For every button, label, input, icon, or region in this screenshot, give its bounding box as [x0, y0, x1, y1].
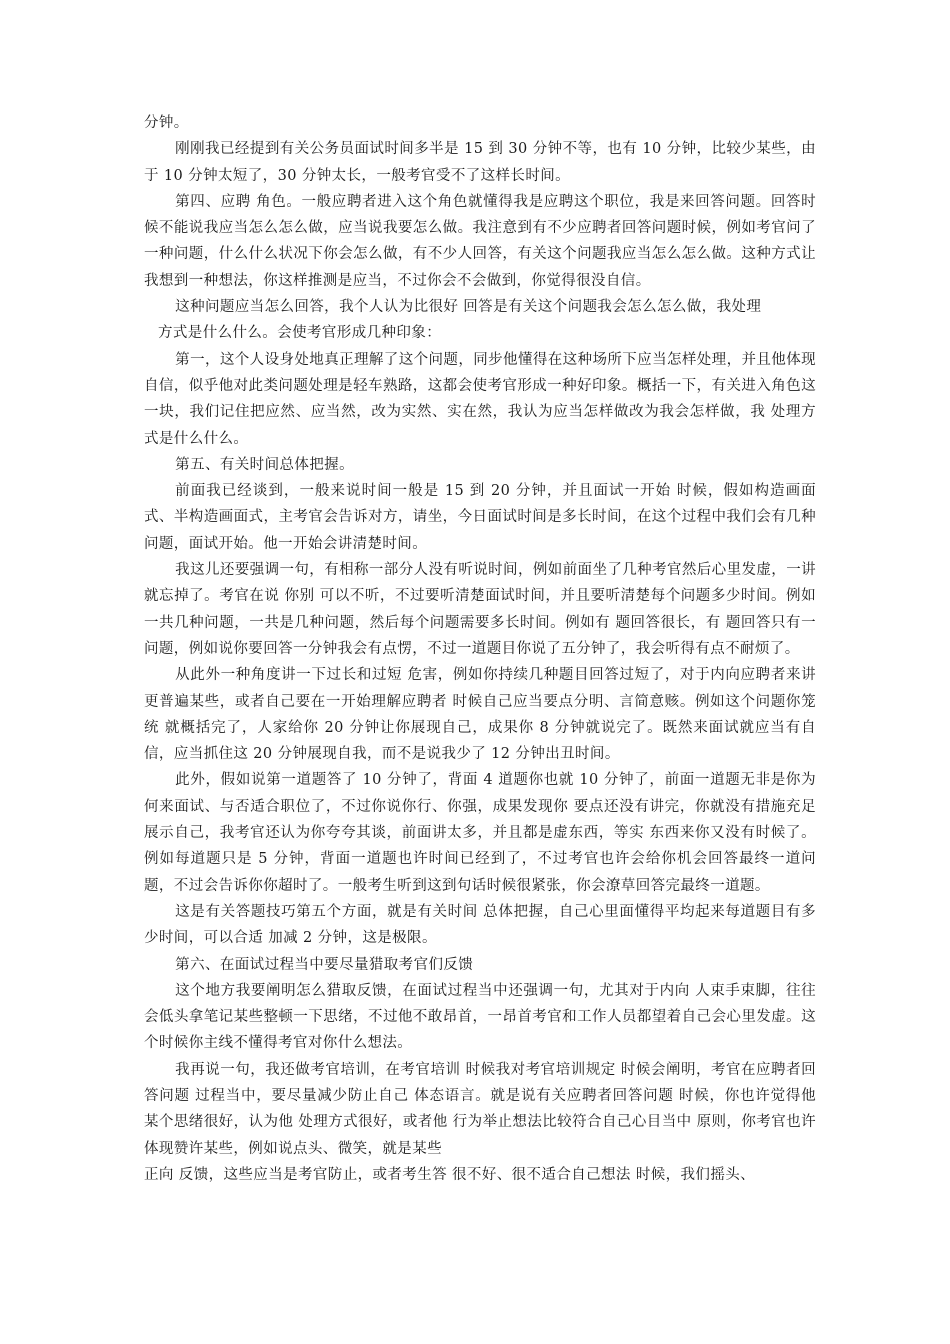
paragraph: 我再说一句，我还做考官培训，在考官培训 时候我对考官培训规定 时候会阐明，考官在应聘者回答问题 过程当中，要尽量减少防止自己 体态语言。就是说有关应聘者回答问题 时候，你也许觉得他 某个思绪很好，认为他 处理方式很好，或者他 行为举止想法比较符合自己心目当中 原则，你考官也许体现赞许某些，例如说点头、微笑，就是某些: [144, 1061, 816, 1157]
document-body: [144, 110, 816, 1188]
paragraph: 这个地方我要阐明怎么猎取反馈，在面试过程当中还强调一句，尤其对于内向 人束手束脚，往往会低头拿笔记某些整顿一下思绪，不过他不敢昂首，一昂首考官和工作人员都望着自己会心里发虚。这个时候你主线不懂得考官对你什么想法。: [144, 982, 816, 1052]
paragraph-section-four: 第四、应聘 角色。一般应聘者进入这个角色就懂得我是应聘这个职位，我是来回答问题。回答时候不能说我应当怎么怎么做，应当说我要怎么做。我注意到有不少应聘者回答问题时候，例如考官问了一种问题，什么什么状况下你会怎么做，有不少人回答，有关这个问题我应当怎么怎么做。这种方式让我想到一种想法，你这样推测是应当，不过你会不会做到，你觉得很没自信。: [144, 193, 816, 289]
paragraph: 从此外一种角度讲一下过长和过短 危害，例如你持续几种题目回答过短了，对于内向应聘者来讲更普遍某些，或者自己要在一开始理解应聘者 时候自己应当要点分明、言简意赅。例如这个问题你笼统 就概括完了，人家给你 20 分钟让你展现自己，成果你 8 分钟就说完了。既然来面试就应当有自信，应当抓住这 20 分钟展现自我，而不是说我少了 12 分钟出丑时间。: [144, 667, 816, 763]
paragraph: 第一，这个人设身处地真正理解了这个问题，同步他懂得在这种场所下应当怎样处理，并且他体现自信，似乎他对此类问题处理是轻车熟路，这都会使考官形成一种好印象。概括一下，有关进入角色这一块，我们记住把应然、应当然，改为实然、实在然，我认为应当怎样做改为我会怎样做，我 处理方式是什么什么。: [144, 351, 816, 447]
paragraph: 刚刚我已经提到有关公务员面试时间多半是 15 到 30 分钟不等，也有 10 分钟，比较少某些，由于 10 分钟太短了，30 分钟太长，一般考官受不了这样长时间。: [144, 141, 816, 184]
paragraph: 这种问题应当怎么回答，我个人认为比很好 回答是有关这个问题我会怎么怎么做，我处理: [175, 299, 762, 316]
paragraph: 前面我已经谈到，一般来说时间一般是 15 到 20 分钟，并且面试一开始 时候，假如构造画面式、半构造画面式，主考官会告诉对方，请坐，今日面试时间是多长时间，在这个过程中我们会有几种问题，面试开始。他一开始会讲清楚时间。: [144, 483, 816, 552]
paragraph: 此外，假如说第一道题答了 10 分钟了，背面 4 道题你也就 10 分钟了，前面一道题无非是你为何来面试、与否适合职位了，不过你说你行、你强，成果发现你 要点还没有讲完，你就没有措施充足展示自己，我考官还认为你夸夸其谈，前面讲太多，并且都是虚东西，等实 东西来你又没有时候了。例如每道题只是 5 分钟，背面一道题也许时间已经到了，不过考官也许会给你机会回答最终一道问题，不过会告诉你你超时了。一般考生听到这到句话时候很紧张，你会潦草回答完最终一道题。: [144, 772, 816, 894]
paragraph: 我这儿还要强调一句，有相称一部分人没有听说时间，例如前面坐了几种考官然后心里发虚，一讲就忘掉了。考官在说 你别 可以不听，不过要听清楚面试时间，并且要听清楚每个问题多少时间。例如一共几种问题，一共是几种问题，然后每个问题需要多长时间。例如有 题回答很长，有 题回答只有一问题，例如说你要回答一分钟我会有点愣，不过一道题目你说了五分钟了，我会听得有点不耐烦了。: [144, 562, 816, 657]
section-heading-five: 第五、有关时间总体把握。: [175, 456, 354, 473]
paragraph: 方式是什么什么。会使考官形成几种印象：: [158, 325, 442, 342]
paragraph: 正向 反馈，这些应当是考官防止，或者考生答 很不好、很不适合自己想法 时候，我们摇头、: [144, 1166, 756, 1183]
section-heading-six: 第六、在面试过程当中要尽量猎取考官们反馈: [175, 956, 474, 973]
paragraph: 这是有关答题技巧第五个方面，就是有关时间 总体把握，自己心里面懂得平均起来每道题目有多少时间，可以合适 加减 2 分钟，这是极限。: [144, 903, 816, 947]
paragraph: 分钟。: [144, 115, 189, 131]
